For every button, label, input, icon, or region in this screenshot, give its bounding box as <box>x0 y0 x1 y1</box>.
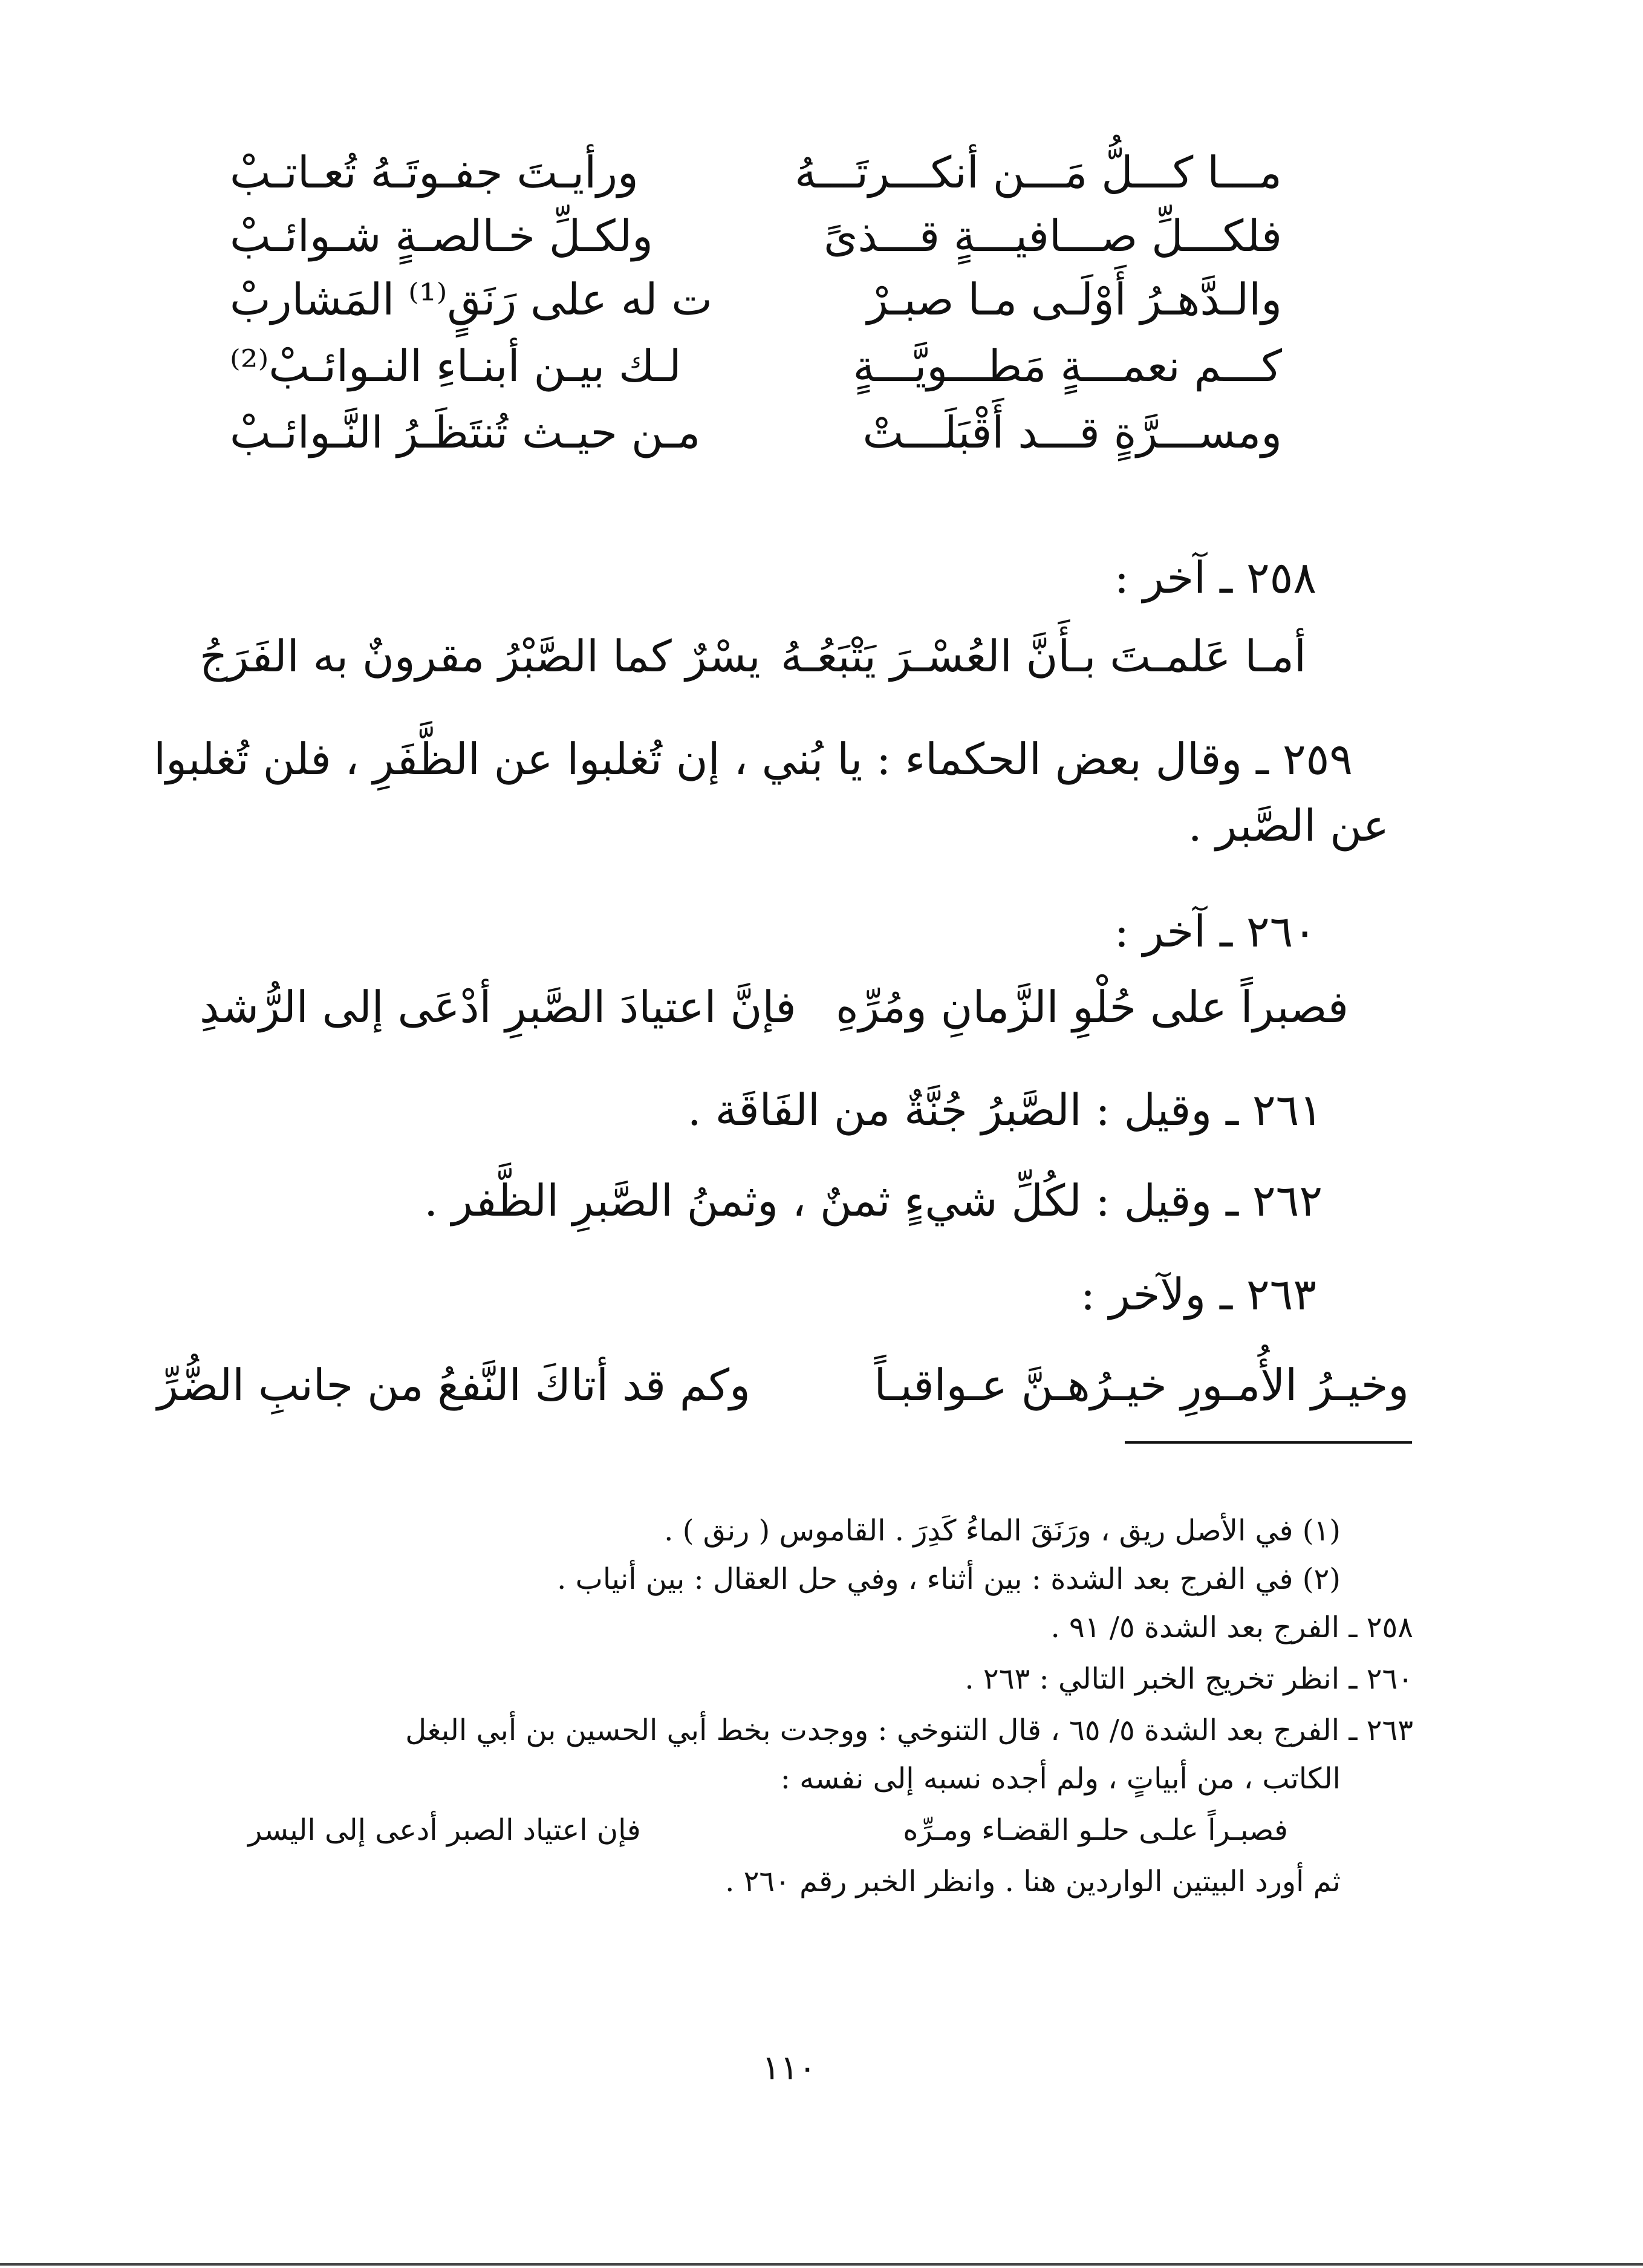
poem-couplet <box>200 626 1306 699</box>
footnote-260: ٢٦٠ ـ انظر تخريج الخبر التالي : ٢٦٣ . <box>965 1662 1413 1696</box>
hemistich-left: لـك بيـن أبنـاءِ النـوائـبْ⁽²⁾ <box>230 341 682 391</box>
hemistich-right: والـدَّهـرُ أَوْلَـى مـا صبـرْ <box>867 274 1282 325</box>
footnote-263-end: ثم أورد البيتين الواردين هنا . وانظر الخبر رقم ٢٦٠ . <box>725 1865 1341 1898</box>
prose-line: عن الصَّبر . <box>1188 800 1389 851</box>
prose-line: ٢٥٩ ـ وقال بعض الحكماء : يا بُني ، إن تُغلبوا عن الظَّفَرِ ، فلن تُغلبوا <box>154 734 1353 784</box>
item-261: ٢٦١ ـ وقيل : الصَّبرُ جُنَّةٌ من الفَاقَة . <box>687 1084 1323 1135</box>
hemistich-right: وخيـرُ الأُمـورِ خيـرُهـنَّ عـواقبـاً <box>874 1360 1409 1410</box>
footnote-2: (٢) في الفرج بعد الشدة : بين أثناء ، وفي حل العقال : بين أنياب . <box>557 1562 1341 1596</box>
hemistich-right: فصبراً على حُلْوِ الزَّمانِ ومُرِّهِ <box>835 982 1349 1032</box>
item-heading: ٢٥٨ ـ آخر : <box>1114 552 1316 603</box>
hemistich-left: مـن حيـث تُنتَظَـرُ النَّـوائـبْ <box>230 407 701 458</box>
hemistich-left: يسْرٌ كما الصَّبْرُ مقرونٌ به الفَرَجُ <box>200 631 761 682</box>
footnote-263-continued: الكاتب ، من أبياتٍ ، ولم أجده نسبه إلى نفسه : <box>780 1762 1341 1796</box>
hemistich-left: ت له على رَنَقٍ⁽¹⁾ المَشاربْ <box>230 274 713 325</box>
item-heading: ٢٦٠ ـ آخر : <box>1114 906 1316 957</box>
footnote-verse <box>248 1808 1288 1857</box>
hemistich-right: كـــم نعمـــةٍ مَطـــويَّـــةٍ <box>853 341 1282 391</box>
footnote-1: (١) في الأصل ريق ، ورَنَقَ الماءُ كَدِرَ . القاموس ( رنق ) . <box>664 1514 1341 1548</box>
poem-couplet <box>230 402 1282 475</box>
poem-couplet <box>200 977 1349 1049</box>
hemistich-left: فإن اعتياد الصبر أدعى إلى اليسر <box>248 1813 641 1847</box>
hemistich-right: فلكـــلِّ صـــافيـــةٍ قـــذىً <box>824 210 1282 261</box>
item-262: ٢٦٢ ـ وقيل : لكُلِّ شيءٍ ثمنٌ ، وثمنُ الصَّبرِ الظَّفر . <box>424 1175 1323 1226</box>
poem-couplet <box>157 1355 1409 1427</box>
page-number: ١١٠ <box>762 2048 817 2088</box>
hemistich-right: أمـا عَلمـتَ بـأَنَّ العُسْـرَ يَتْبَعُـهُ <box>781 631 1306 682</box>
scan-edge <box>0 2263 1643 2266</box>
hemistich-right: ومســـرَّةٍ قـــد أَقْبَلَـــتْ <box>862 407 1282 458</box>
poem-couplet <box>230 142 1282 215</box>
hemistich-left: وكم قد أتاكَ النَّفعُ من جانبِ الضُّرِّ <box>157 1360 750 1410</box>
poem-couplet <box>230 206 1282 278</box>
hemistich-left: ورأيـتَ جفـوتَـهُ تُعـاتـبْ <box>230 147 639 198</box>
footnote-258: ٢٥٨ ـ الفرج بعد الشدة ٥/ ٩١ . <box>1050 1611 1413 1644</box>
poem-couplet <box>230 336 1282 408</box>
hemistich-right: فصبـراً علـى حلـو القضـاء ومـرِّه <box>903 1813 1288 1847</box>
hemistich-left: فإنَّ اعتيادَ الصَّبرِ أدْعَى إلى الرُّشدِ <box>200 982 796 1032</box>
hemistich-left: ولكـلِّ خـالصـةٍ شـوائـبْ <box>230 210 653 261</box>
footnote-263: ٢٦٣ ـ الفرج بعد الشدة ٥/ ٦٥ ، قال التنوخي : ووجدت بخط أبي الحسين بن أبي البغل <box>405 1713 1413 1747</box>
poem-couplet <box>230 269 1282 342</box>
footnote-rule <box>1125 1441 1412 1444</box>
item-heading: ٢٦٣ ـ ولآخر : <box>1080 1269 1316 1320</box>
hemistich-right: مـــا كـــلُّ مَـــن أنكـــرتَـــهُ <box>795 147 1282 198</box>
